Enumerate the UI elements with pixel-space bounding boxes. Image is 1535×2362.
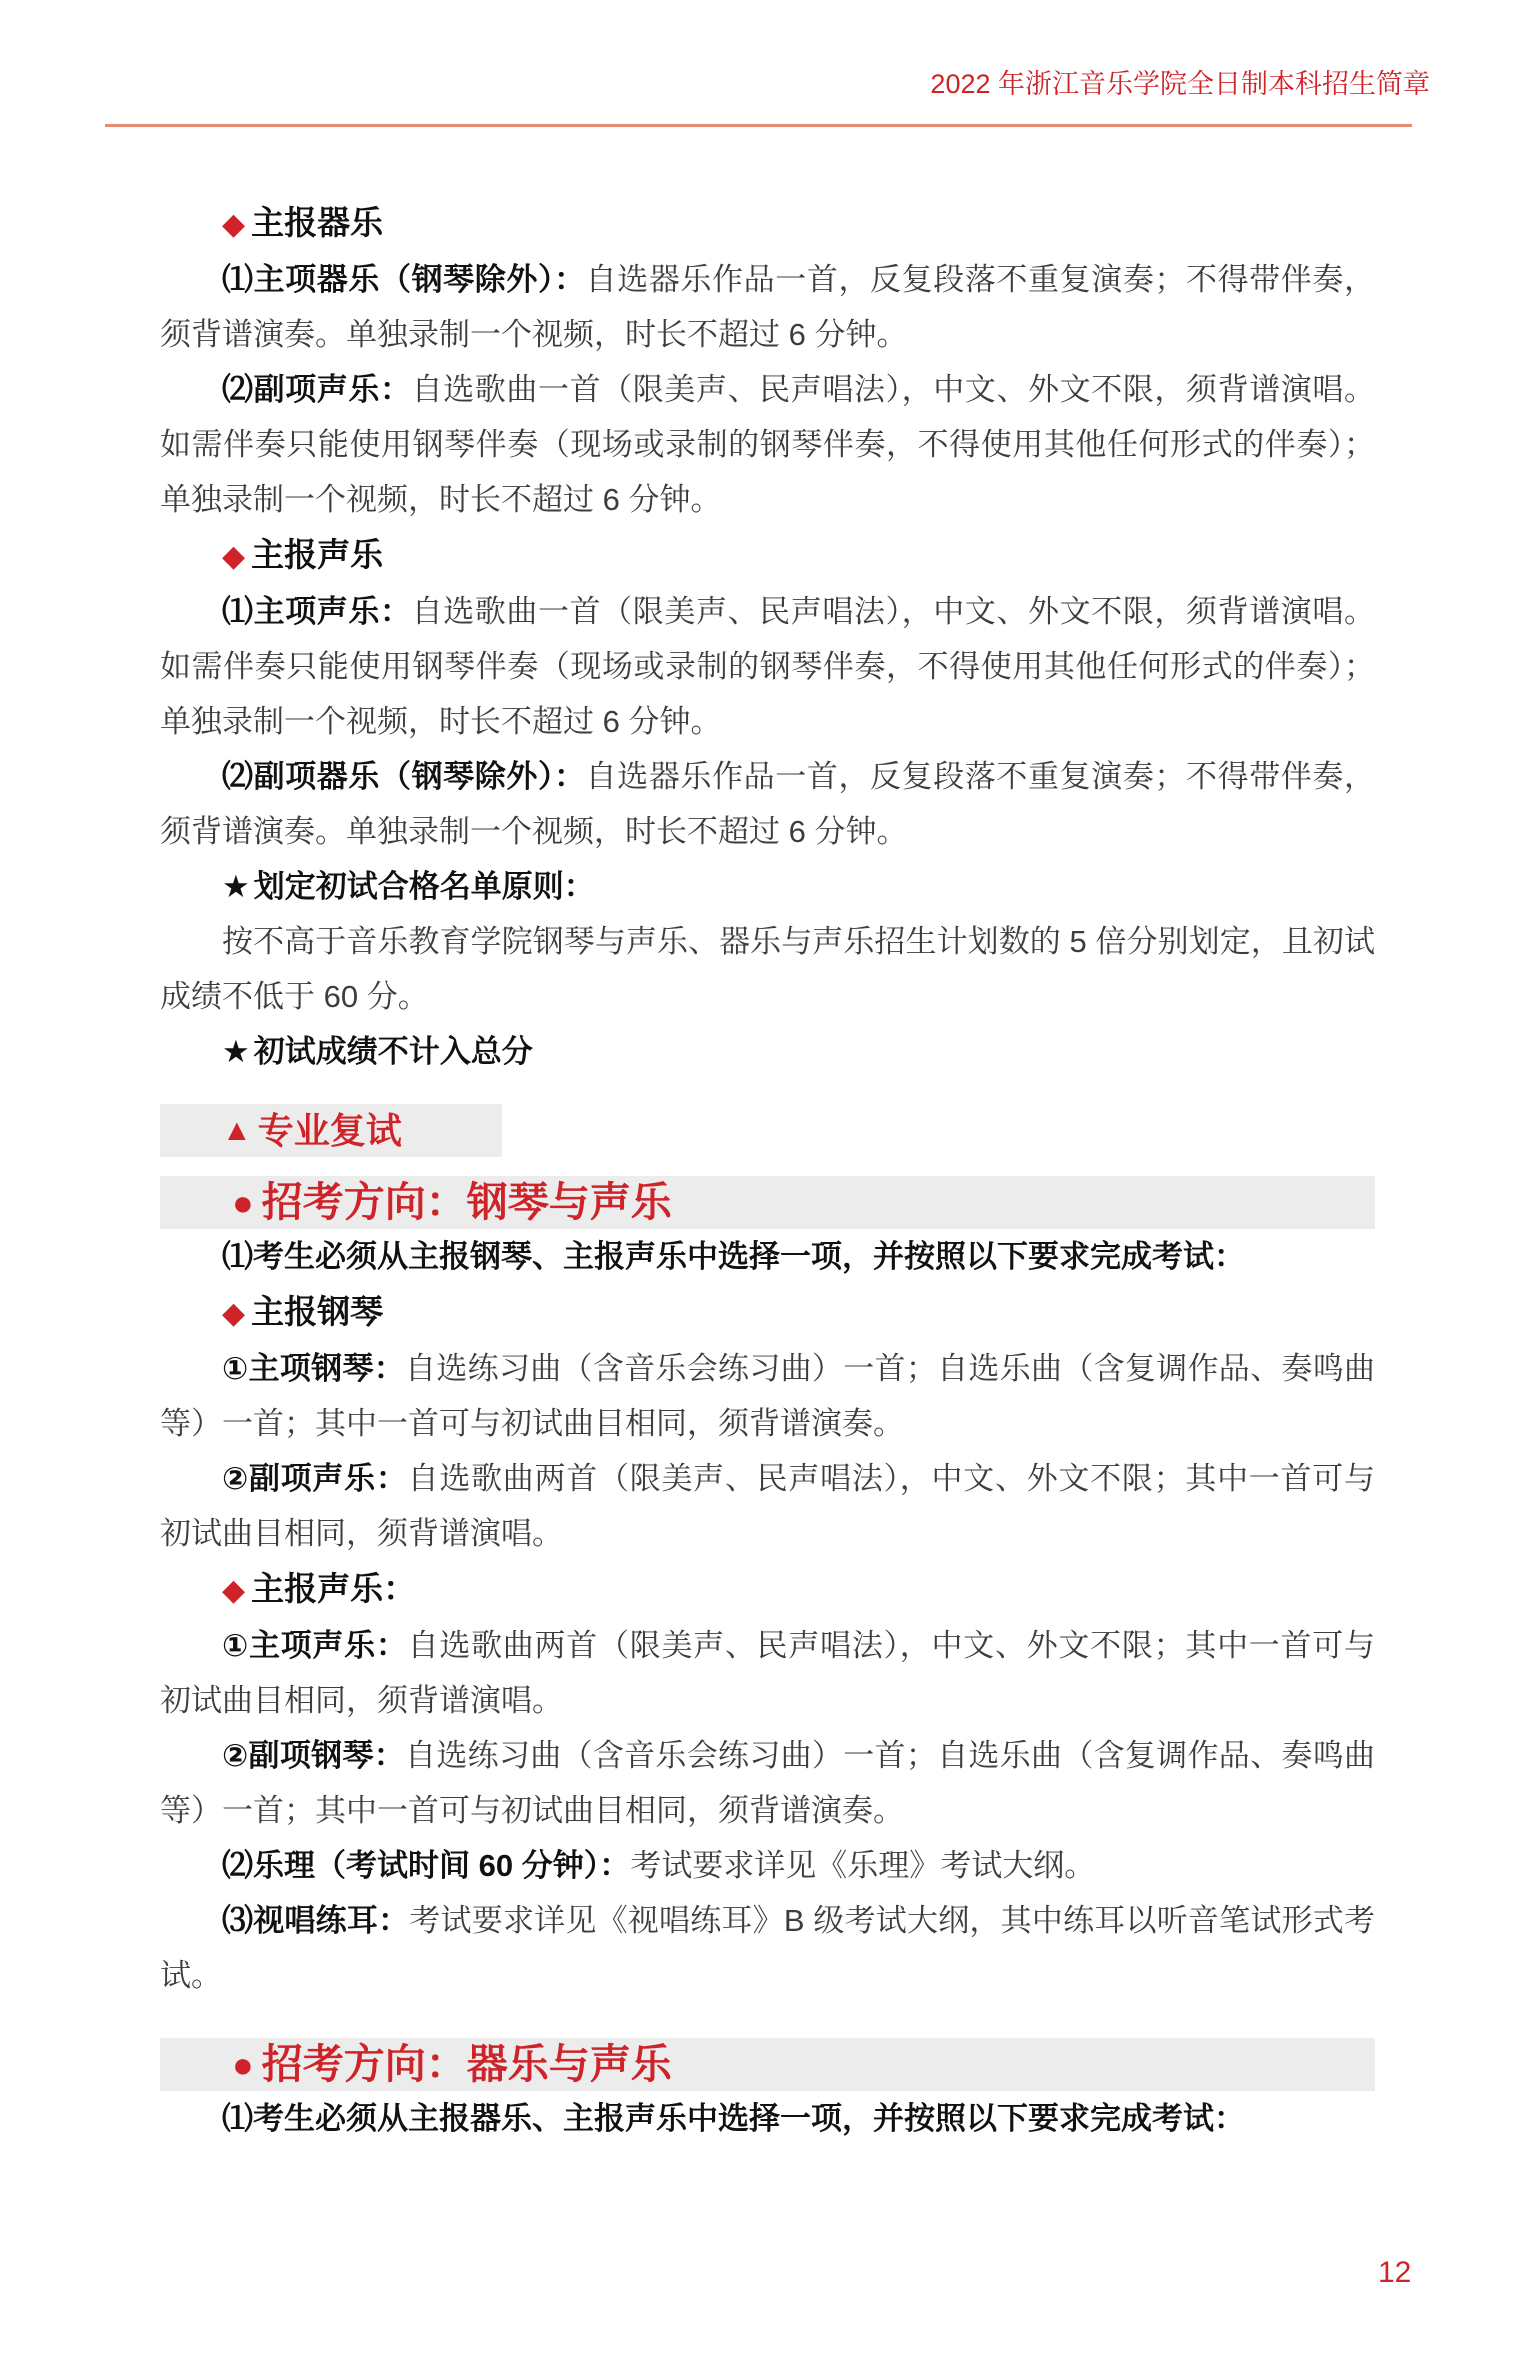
note-shortlist-rule: [160, 859, 1375, 914]
paragraph-minor-vocal-retest: [160, 1451, 1375, 1561]
paragraph-label: ⑴主项器乐（钢琴除外）：: [222, 262, 586, 297]
diamond-icon: ◆: [222, 208, 246, 241]
paragraph-requirement-piano-vocal: [160, 1229, 1375, 1284]
section-heading-label: 主报声乐：: [251, 1570, 417, 1607]
banner-direction-piano-vocal: [160, 1176, 1375, 1229]
banner-direction-instrument-vocal: [160, 2038, 1375, 2091]
paragraph-text: 自选器乐作品一首，反复段落不重复演奏；不得带伴奏，须背谱演奏。单独录制一个视频，时长不超过 6 分钟。: [160, 262, 1376, 352]
note-text: 划定初试合格名单原则：: [253, 869, 595, 904]
paragraph-text: 自选歌曲一首（限美声、民声唱法），中文、外文不限，须背谱演唱。如需伴奏只能使用钢琴伴奏（现场或录制的钢琴伴奏，不得使用其他任何形式的伴奏）；单独录制一个视频，时长不超过 6 分钟。: [160, 594, 1376, 739]
paragraph-text: ⑴考生必须从主报钢琴、主报声乐中选择一项，并按照以下要求完成考试：: [222, 1239, 1245, 1274]
header-title: 2022 年浙江音乐学院全日制本科招生简章: [930, 69, 1430, 99]
document-body: [160, 195, 1375, 2146]
page-number: 12: [1378, 2256, 1412, 2289]
section-heading-main-instrument: [160, 195, 1375, 252]
star-icon: ★: [222, 869, 250, 904]
paragraph-label: ①主项声乐：: [222, 1628, 408, 1663]
paragraph-text: 自选练习曲（含音乐会练习曲）一首；自选乐曲（含复调作品、奏鸣曲等）一首；其中一首可与初试曲目相同，须背谱演奏。: [160, 1738, 1376, 1828]
paragraph-main-vocal: [160, 584, 1375, 749]
paragraph-label: ⑴主项声乐：: [222, 594, 412, 629]
note-score-not-counted: [160, 1024, 1375, 1079]
section-heading-main-vocal-retest: [160, 1561, 1375, 1618]
banner-professional-retest: [160, 1104, 502, 1157]
paragraph-label: ⑵副项器乐（钢琴除外）：: [222, 759, 586, 794]
paragraph-text: 按不高于音乐教育学院钢琴与声乐、器乐与声乐招生计划数的 5 倍分别划定，且初试成绩不低于 60 分。: [160, 924, 1375, 1014]
paragraph-text: 自选练习曲（含音乐会练习曲）一首；自选乐曲（含复调作品、奏鸣曲等）一首；其中一首可与初试曲目相同，须背谱演奏。: [160, 1351, 1376, 1441]
section-heading-main-piano: [160, 1284, 1375, 1341]
paragraph-text: ⑴考生必须从主报器乐、主报声乐中选择一项，并按照以下要求完成考试：: [222, 2101, 1245, 2136]
section-heading-main-vocal: [160, 527, 1375, 584]
paragraph-minor-piano: [160, 1728, 1375, 1838]
paragraph-label: ⑵乐理（考试时间 60 分钟）：: [222, 1848, 631, 1883]
paragraph-main-instrument: [160, 252, 1375, 362]
paragraph-shortlist-detail: [160, 914, 1375, 1024]
circle-icon: ●: [232, 1182, 254, 1223]
banner-label: 招考方向：钢琴与声乐: [261, 1179, 672, 1225]
banner-label: 专业复试: [257, 1110, 402, 1151]
paragraph-music-theory: [160, 1838, 1375, 1893]
paragraph-text: 自选器乐作品一首，反复段落不重复演奏；不得带伴奏，须背谱演奏。单独录制一个视频，时长不超过 6 分钟。: [160, 759, 1376, 849]
paragraph-text: 考试要求详见《视唱练耳》B 级考试大纲，其中练耳以听音笔试形式考试。: [160, 1903, 1376, 1993]
diamond-icon: ◆: [222, 1574, 246, 1607]
banner-label: 招考方向：器乐与声乐: [261, 2041, 672, 2087]
paragraph-requirement-instrument-vocal: [160, 2091, 1375, 2146]
paragraph-label: ①主项钢琴：: [222, 1351, 406, 1386]
paragraph-minor-instrument: [160, 749, 1375, 859]
paragraph-text: 自选歌曲两首（限美声、民声唱法），中文、外文不限；其中一首可与初试曲目相同，须背谱演唱。: [160, 1461, 1375, 1551]
section-heading-label: 主报器乐: [251, 204, 384, 241]
paragraph-main-piano: [160, 1341, 1375, 1451]
paragraph-sight-singing: [160, 1893, 1375, 2003]
section-heading-label: 主报钢琴: [251, 1293, 384, 1330]
diamond-icon: ◆: [222, 1297, 246, 1330]
paragraph-label: ⑵副项声乐：: [222, 372, 412, 407]
paragraph-text: 考试要求详见《乐理》考试大纲。: [630, 1848, 1096, 1883]
paragraph-minor-vocal: [160, 362, 1375, 527]
paragraph-label: ②副项声乐：: [222, 1461, 408, 1496]
diamond-icon: ◆: [222, 540, 246, 573]
paragraph-text: 自选歌曲两首（限美声、民声唱法），中文、外文不限；其中一首可与初试曲目相同，须背谱演唱。: [160, 1628, 1375, 1718]
paragraph-main-vocal-retest: [160, 1618, 1375, 1728]
triangle-icon: ▲: [222, 1114, 252, 1147]
note-text: 初试成绩不计入总分: [253, 1034, 533, 1069]
paragraph-label: ⑶视唱练耳：: [222, 1903, 410, 1938]
star-icon: ★: [222, 1034, 250, 1069]
paragraph-label: ②副项钢琴：: [222, 1738, 406, 1773]
header-divider: [105, 124, 1412, 127]
circle-icon: ●: [232, 2044, 254, 2085]
section-heading-label: 主报声乐: [251, 536, 384, 573]
paragraph-text: 自选歌曲一首（限美声、民声唱法），中文、外文不限，须背谱演唱。如需伴奏只能使用钢琴伴奏（现场或录制的钢琴伴奏，不得使用其他任何形式的伴奏）；单独录制一个视频，时长不超过 6 分钟。: [160, 372, 1376, 517]
